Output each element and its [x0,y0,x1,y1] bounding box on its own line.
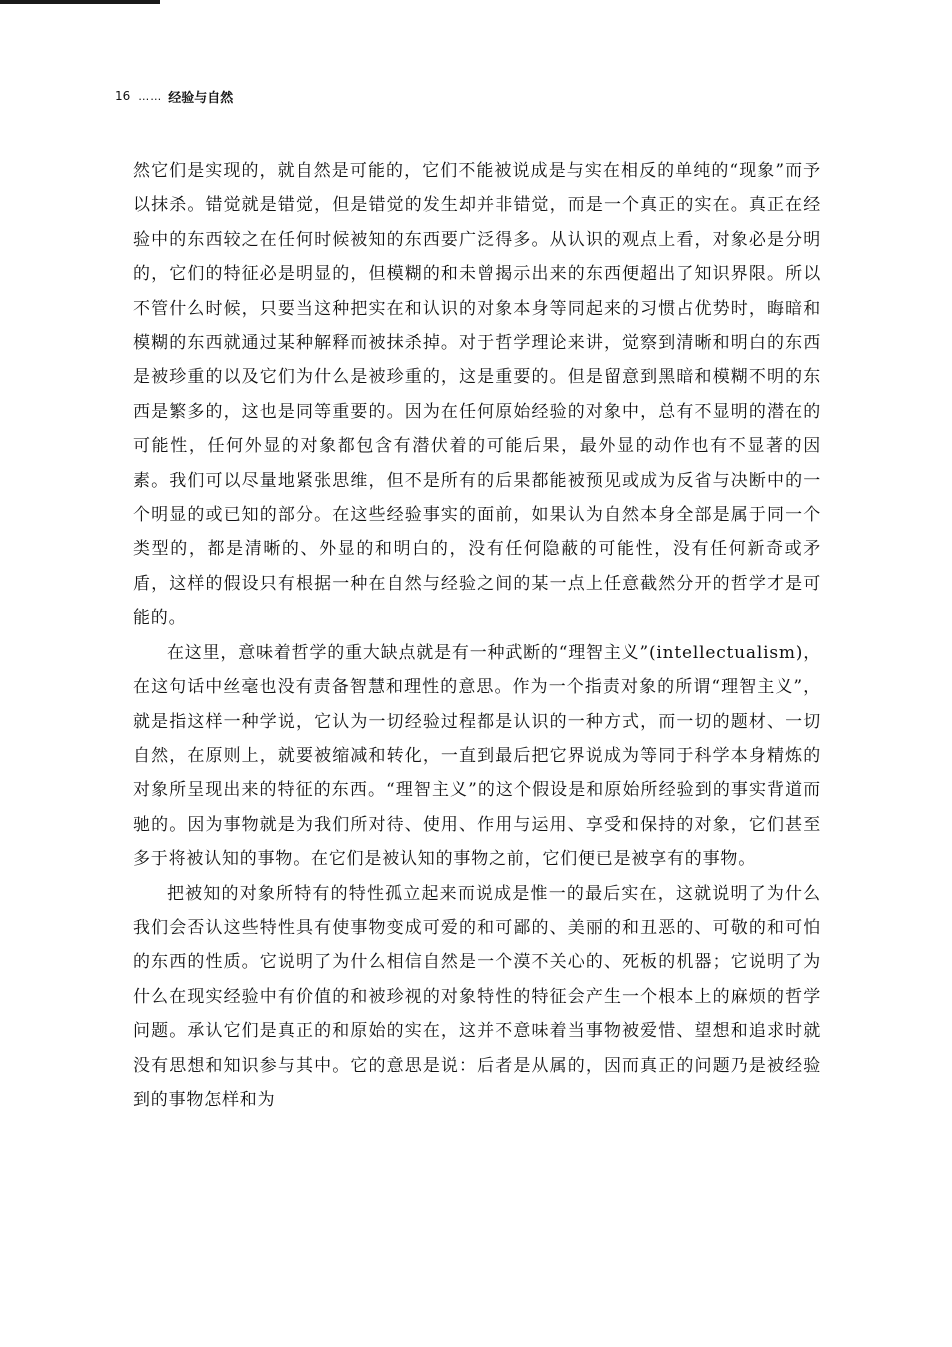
body-text [133,154,821,1117]
top-rule [0,0,160,4]
paragraph-known-objects: 把被知的对象所特有的特性孤立起来而说成是惟一的最后实在，这就说明了为什么我们会否认这些特性具有使事物变成可爱的和可鄙的、美丽的和丑恶的、可敬的和可怕的东西的性质。它说明了为什么相信自然是一个漠不关心的、死板的机器；它说明了为什么在现实经验中有价值的和被珍视的对象特性的特征会产生一个根本上的麻烦的哲学问题。承认它们是真正的和原始的实在，这并不意味着当事物被爱惜、望想和追求时就没有思想和知识参与其中。它的意思是说：后者是从属的，因而真正的问题乃是被经验到的事物怎样和为 [133,883,821,1110]
paragraph-continued: 然它们是实现的，就自然是可能的，它们不能被说成是与实在相反的单纯的“现象”而予以抹杀。错觉就是错觉，但是错觉的发生却并非错觉，而是一个真正的实在。真正在经验中的东西较之在任何时候被知的东西要广泛得多。从认识的观点上看，对象必是分明的，它们的特征必是明显的，但模糊的和未曾揭示出来的东西便超出了知识界限。所以不管什么时候，只要当这种把实在和认识的对象本身等同起来的习惯占优势时，晦暗和模糊的东西就通过某种解释而被抹杀掉。对于哲学理论来讲，觉察到清晰和明白的东西是被珍重的以及它们为什么是被珍重的，这是重要的。但是留意到黑暗和模糊不明的东西是繁多的，这也是同等重要的。因为在任何原始经验的对象中，总有不显明的潜在的可能性，任何外显的对象都包含有潜伏着的可能后果，最外显的动作也有不显著的因素。我们可以尽量地紧张思维，但不是所有的后果都能被预见或成为反省与决断中的一个明显的或已知的部分。在这些经验事实的面前，如果认为自然本身全部是属于同一个类型的，都是清晰的、外显的和明白的，没有任何隐蔽的可能性，没有任何新奇或矛盾，这样的假设只有根据一种在自然与经验之间的某一点上任意截然分开的哲学才是可能的。 [133,161,821,629]
book-title: 经验与自然 [168,90,234,106]
running-head [115,86,233,106]
dot-leader: …… [138,89,163,103]
page-number: 16 [115,89,131,103]
paragraph-intellectualism: 在这里，意味着哲学的重大缺点就是有一种武断的“理智主义”(intellectualism)，在这句话中丝毫也没有责备智慧和理性的意思。作为一个指责对象的所谓“理智主义”，就是指这样一种学说，它认为一切经验过程都是认识的一种方式，而一切的题材、一切自然，在原则上，就要被缩减和转化，一直到最后把它界说成为等同于科学本身精炼的对象所呈现出来的特征的东西。“理智主义”的这个假设是和原始所经验到的事实背道而驰的。因为事物就是为我们所对待、使用、作用与运用、享受和保持的对象，它们甚至多于将被认知的事物。在它们是被认知的事物之前，它们便已是被享有的事物。 [133,642,821,870]
